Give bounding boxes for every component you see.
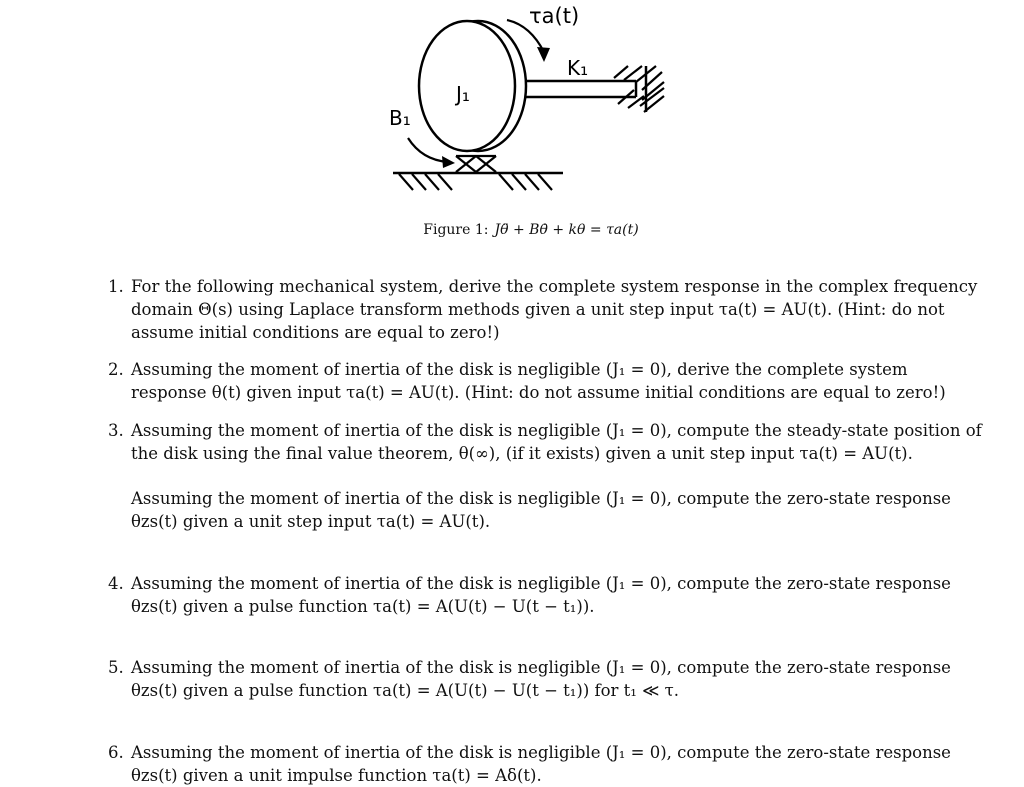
problem-5 xyxy=(108,656,988,702)
problem-number: 1. xyxy=(108,277,124,296)
problem-text: For the following mechanical system, derive the complete system response in the complex frequency domain Θ(s) using Laplace transform methods given a unit step input τa(t) = AU(t). (Hint: do not assume initial conditions are equal to zero!) xyxy=(131,277,978,342)
problem-number: 6. xyxy=(108,743,124,762)
spring-label: K₁ xyxy=(567,56,589,80)
torque-label: τa(t) xyxy=(529,4,580,28)
problem-text: Assuming the moment of inertia of the disk is negligible (J₁ = 0), compute the zero-state response θzs(t) given a pulse function τa(t) = A(U(t) − U(t − t₁)) for t₁ ≪ τ. xyxy=(131,658,951,700)
damper-label: B₁ xyxy=(389,106,411,130)
inertia-label: J₁ xyxy=(456,82,470,106)
caption-equation: Jθ̈ + Bθ̇ + kθ = τa(t) xyxy=(494,222,639,238)
figure-diagram xyxy=(0,0,1024,210)
problem-4 xyxy=(108,572,988,618)
torque-arrowhead xyxy=(537,47,550,62)
mechanical-system-figure xyxy=(0,0,1024,210)
problem-text: Assuming the moment of inertia of the disk is negligible (J₁ = 0), compute the zero-state response θzs(t) given a unit step input τa(t) = AU(t). xyxy=(131,489,951,531)
problem-3 xyxy=(108,419,988,465)
problem-text: Assuming the moment of inertia of the disk is negligible (J₁ = 0), compute the steady-state position of the disk using the final value theorem, θ(∞), (if it exists) given a unit step input τa(t) = AU(t). xyxy=(131,421,982,463)
problem-text: Assuming the moment of inertia of the disk is negligible (J₁ = 0), derive the complete system response θ(t) given input τa(t) = AU(t). (Hint: do not assume initial conditions are equal to zero!) xyxy=(131,360,946,402)
figure-caption xyxy=(0,222,1024,238)
problem-number: 4. xyxy=(108,574,124,593)
problem-1 xyxy=(108,275,988,344)
caption-label: Figure 1: xyxy=(423,222,489,238)
damper-arrowhead xyxy=(442,156,455,168)
wall-hatching xyxy=(614,66,664,112)
problem-3-continued xyxy=(108,487,988,533)
problem-number: 5. xyxy=(108,658,124,677)
ground-hatching xyxy=(399,174,552,190)
problem-text: Assuming the moment of inertia of the disk is negligible (J₁ = 0), compute the zero-state response θzs(t) given a pulse function τa(t) = A(U(t) − U(t − t₁)). xyxy=(131,574,951,616)
bearing xyxy=(456,156,496,172)
problem-6 xyxy=(108,741,988,787)
problem-number: 3. xyxy=(108,421,124,440)
problem-number: 2. xyxy=(108,360,124,379)
problem-text: Assuming the moment of inertia of the disk is negligible (J₁ = 0), compute the zero-state response θzs(t) given a unit impulse function τa(t) = Aδ(t). xyxy=(131,743,951,785)
problem-2 xyxy=(108,358,988,404)
